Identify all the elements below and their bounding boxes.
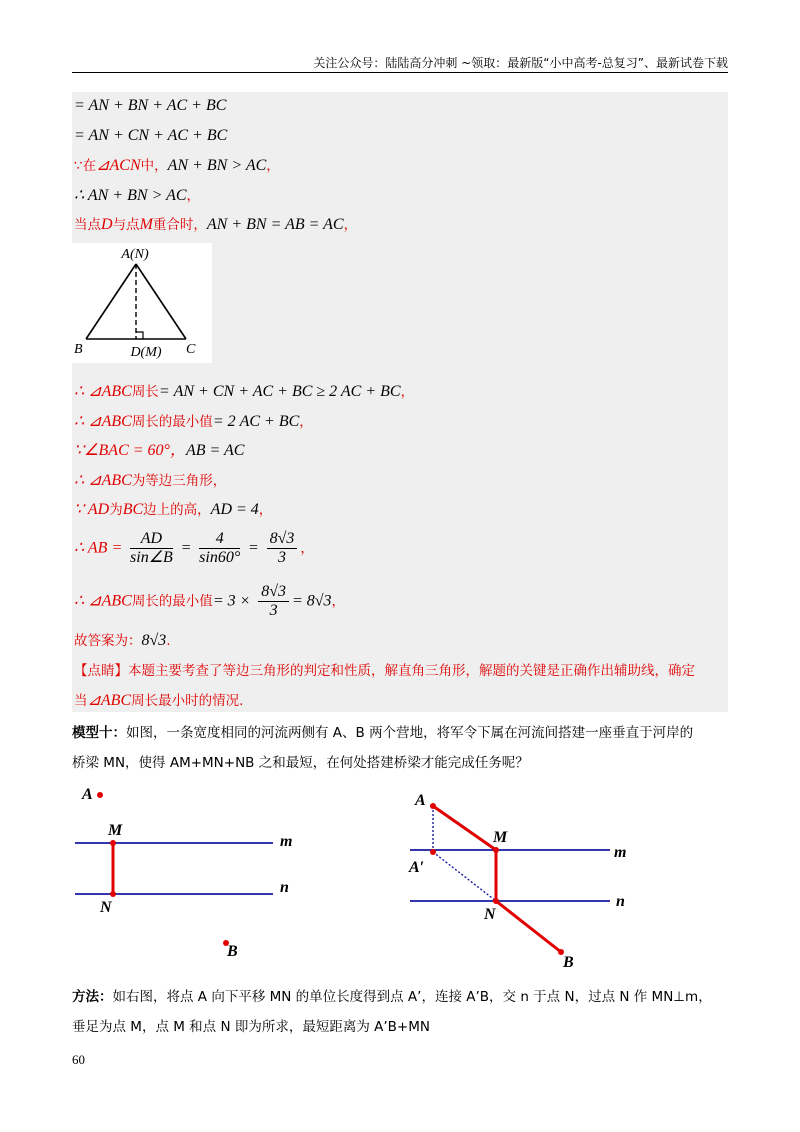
right-point-a bbox=[430, 803, 436, 809]
right-label-b: B bbox=[563, 954, 574, 971]
solution-line-8: ∵∠BAC = 60°，AB = AC bbox=[74, 442, 245, 459]
fraction-8root3-3: $\frac{8√3}{3}$ bbox=[267, 530, 298, 567]
solution-line-4: ∴ AN + BN > AC， bbox=[74, 187, 201, 204]
right-label-a-prime: A′ bbox=[409, 859, 425, 876]
method-text bbox=[72, 982, 728, 1042]
label-d: D(M) bbox=[130, 345, 162, 360]
model-text bbox=[72, 718, 728, 778]
right-point-m bbox=[493, 847, 499, 853]
solution-line-7: ∴ ⊿ABC周长的最小值= 2 AC + BC， bbox=[74, 413, 313, 430]
fraction-perimeter: $\frac{8√3}{3}$ bbox=[258, 583, 289, 620]
model-line-1: 模型十：如图，一条宽度相同的河流两侧有 A、B 两个营地，将军令下属在河流间搭建一座垂直于河岸的 bbox=[72, 725, 694, 741]
solution-line-12: ∴ ⊿ABC周长的最小值= 3 × $\frac{8√3}{3}$ = 8√3， bbox=[74, 583, 346, 619]
solution-line-11: ∴ AB = $\frac{AD}{\sin\angle B}$ = $\frac{4}{\sin 60^\circ}$ = $\frac{8√3}{3}$ ， bbox=[74, 530, 314, 566]
solution-line-5: 当点D与点M重合时，AN + BN = AB = AC， bbox=[74, 216, 358, 233]
bridge-figures bbox=[60, 780, 740, 980]
fraction-4-sin60: $\frac{4}{\sin 60^\circ}$ bbox=[199, 530, 241, 566]
right-label-a: A bbox=[415, 792, 426, 809]
label-a: A(N) bbox=[121, 247, 149, 262]
fraction-ad-sinb: $\frac{AD}{\sin\angle B}$ bbox=[130, 530, 173, 566]
right-angle-mark bbox=[136, 332, 143, 339]
solution-line-6: ∴ ⊿ABC周长= AN + CN + AC + BC ≥ 2 AC + BC， bbox=[74, 383, 415, 400]
triangle-svg bbox=[72, 243, 212, 363]
model-line-2: 桥梁 MN，使得 AM+MN+NB 之和最短，在何处搭建桥梁才能完成任务呢？ bbox=[72, 755, 529, 771]
left-point-n bbox=[110, 891, 116, 897]
right-label-m-line: m bbox=[614, 844, 627, 861]
left-label-b: B bbox=[227, 943, 238, 960]
label-c: C bbox=[186, 342, 196, 357]
right-path-nb bbox=[496, 901, 561, 952]
right-point-a-prime bbox=[430, 849, 436, 855]
left-point-a bbox=[97, 792, 103, 798]
left-label-m-line: m bbox=[280, 833, 293, 850]
right-label-n: N bbox=[484, 906, 496, 923]
solution-line-10: ∵ AD为BC边上的高，AD = 4， bbox=[74, 501, 273, 518]
method-line-2: 垂足为点 M，点 M 和点 N 即为所求，最短距离为 A’B+MN bbox=[72, 1019, 430, 1035]
left-label-n: N bbox=[100, 899, 112, 916]
comment-line-2: 当⊿ABC周长最小时的情况. bbox=[74, 692, 244, 709]
page-header: 关注公众号：陆陆高分冲刺 ~领取：最新版“小中高考-总复习”、最新试卷下载 bbox=[72, 54, 728, 73]
left-label-a: A bbox=[82, 786, 93, 803]
right-path-am bbox=[433, 806, 496, 850]
method-line-1: 方法：如右图，将点 A 向下平移 MN 的单位长度得到点 A’，连接 A’B，交 n 于点 N，过点 N 作 MN⊥m， bbox=[72, 989, 712, 1005]
solution-line-2: = AN + CN + AC + BC bbox=[74, 127, 228, 144]
solution-line-13: 故答案为：8√3. bbox=[74, 632, 171, 649]
comment-line-1: 【点睛】本题主要考查了等边三角形的判定和性质，解直角三角形，解题的关键是正确作出辅助线，确定 bbox=[74, 663, 695, 679]
right-label-m: M bbox=[493, 829, 508, 846]
side-ab bbox=[86, 264, 136, 339]
solution-line-3: ∵在⊿ACN中，AN + BN > AC， bbox=[74, 157, 280, 174]
left-label-n-line: n bbox=[280, 879, 289, 896]
right-a-prime-to-n-dotted bbox=[433, 852, 496, 901]
solution-line-1: = AN + BN + AC + BC bbox=[74, 97, 227, 114]
right-label-n-line: n bbox=[616, 893, 625, 910]
side-ac bbox=[136, 264, 186, 339]
triangle-figure bbox=[72, 243, 212, 363]
left-point-m bbox=[110, 840, 116, 846]
label-b: B bbox=[74, 342, 83, 357]
page-number: 60 bbox=[72, 1052, 85, 1067]
left-label-m: M bbox=[108, 822, 123, 839]
right-point-n bbox=[493, 898, 499, 904]
solution-line-9: ∴ ⊿ABC为等边三角形， bbox=[74, 472, 227, 489]
